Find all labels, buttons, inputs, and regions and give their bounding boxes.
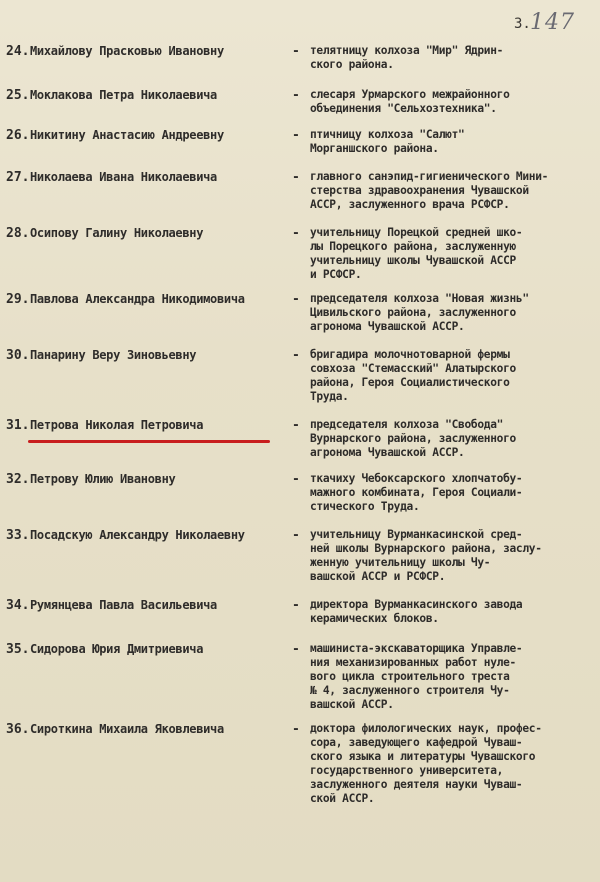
entry-name: Осипову Галину Николаевну	[30, 226, 204, 240]
entry-number: 35.	[6, 642, 30, 657]
entry-name: Моклакова Петра Николаевича	[30, 88, 217, 102]
entry-dash: -	[292, 722, 300, 737]
entry-dash: -	[292, 472, 300, 487]
entry-description: учительницу Вурманкасинской сред- ней школы Вурнарского района, заслу- женную учительницу школы Чу- вашской АССР и РСФСР.	[310, 528, 542, 583]
entry-dash: -	[292, 348, 300, 363]
page-number: 3.	[514, 16, 531, 32]
entry-dash: -	[292, 292, 300, 307]
entry-description: телятницу колхоза "Мир" Ядрин- ского района.	[310, 44, 504, 71]
entry-number: 32.	[6, 472, 30, 487]
entry-name: Сидорова Юрия Дмитриевича	[30, 642, 204, 656]
entry-dash: -	[292, 528, 300, 543]
entry-dash: -	[292, 642, 300, 657]
entry-number: 29.	[6, 292, 30, 307]
entry-description: директора Вурманкасинского завода керамических блоков.	[310, 598, 523, 625]
handwritten-page-number: 147	[530, 10, 575, 35]
entry-dash: -	[292, 418, 300, 433]
entry-description: главного санэпид-гигиенического Мини- стерства здравоохранения Чувашской АССР, заслуженного врача РСФСР.	[310, 170, 549, 211]
entry-name: Михайлову Прасковью Ивановну	[30, 44, 224, 58]
entry-name: Никитину Анастасию Андреевну	[30, 128, 224, 142]
entry-name: Николаева Ивана Николаевича	[30, 170, 217, 184]
entry-name: Панарину Веру Зиновьевну	[30, 348, 197, 362]
entry-name: Сироткина Михаила Яковлевича	[30, 722, 224, 736]
entry-description: бригадира молочнотоварной фермы совхоза "Стемасский" Алатырского района, Героя Социалистического Труда.	[310, 348, 516, 403]
entry-number: 24.	[6, 44, 30, 59]
entry-description: машиниста-экскаваторщика Управле- ния механизированных работ нуле- вого цикла строительного треста № 4, заслуженного строителя Чу- вашской АССР.	[310, 642, 523, 711]
entry-number: 34.	[6, 598, 30, 613]
entry-name: Посадскую Александру Николаевну	[30, 528, 245, 542]
entry-number: 27.	[6, 170, 30, 185]
red-underline-mark	[28, 440, 270, 443]
entry-name: Петрова Николая Петровича	[30, 418, 204, 432]
entry-dash: -	[292, 598, 300, 613]
entry-number: 28.	[6, 226, 30, 241]
entry-description: председателя колхоза "Новая жизнь" Цивильского района, заслуженного агронома Чувашской АССР.	[310, 292, 529, 333]
entry-dash: -	[292, 170, 300, 185]
entry-name: Петрову Юлию Ивановну	[30, 472, 176, 486]
entry-dash: -	[292, 88, 300, 103]
entry-description: учительницу Порецкой средней шко- лы Порецкого района, заслуженную учительницу школы Чувашской АССР и РСФСР.	[310, 226, 523, 281]
entry-number: 33.	[6, 528, 30, 543]
entry-description: председателя колхоза "Свобода" Вурнарского района, заслуженного агронома Чувашской АССР.	[310, 418, 516, 459]
entry-dash: -	[292, 44, 300, 59]
entry-number: 30.	[6, 348, 30, 363]
entry-description: птичницу колхоза "Салют" Морганшского района.	[310, 128, 465, 155]
entry-name: Павлова Александра Никодимовича	[30, 292, 245, 306]
entry-description: слесаря Урмарского межрайонного объединения "Сельхозтехника".	[310, 88, 510, 115]
entry-number: 26.	[6, 128, 30, 143]
entry-dash: -	[292, 128, 300, 143]
entry-number: 31.	[6, 418, 30, 433]
entry-dash: -	[292, 226, 300, 241]
entry-number: 25.	[6, 88, 30, 103]
entry-description: доктора филологических наук, профес- сора, заведующего кафедрой Чуваш- ского языка и литературы Чувашского государственного университета, заслуженного деятеля науки Чуваш- ской АССР.	[310, 722, 542, 805]
entry-description: ткачиху Чебоксарского хлопчатобу- мажного комбината, Героя Социали- стического Труда.	[310, 472, 523, 513]
entry-name: Румянцева Павла Васильевича	[30, 598, 217, 612]
entry-number: 36.	[6, 722, 30, 737]
